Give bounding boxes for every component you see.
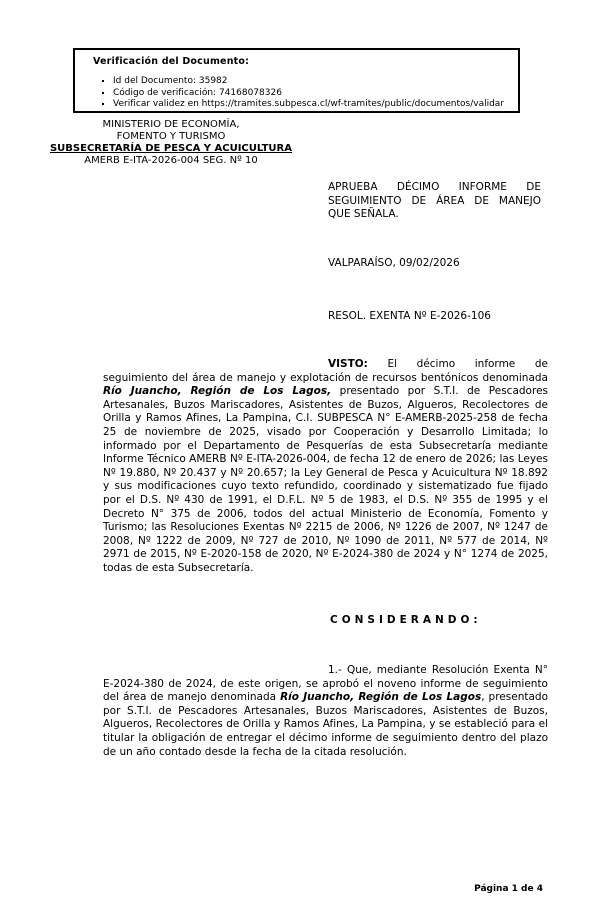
- letterhead-ministry-line-2: FOMENTO Y TURISMO: [116, 131, 226, 142]
- letterhead-subsecretaria: SUBSECRETARÍA DE PESCA Y ACUICULTURA: [49, 143, 292, 154]
- place-and-date: VALPARAÍSO, 09/02/2026: [328, 257, 460, 269]
- letterhead: [28, 119, 314, 167]
- verification-box: [73, 48, 520, 113]
- verification-item-code: ▪ Código de verificación: 74168078326: [113, 88, 518, 100]
- resolution-subject: [328, 181, 541, 222]
- letterhead-amerb-code: AMERB E-ITA-2026-004 SEG. Nº 10: [84, 155, 258, 166]
- verification-item-url: ▪ Verificar validez en https://tramites.subpesca.cl/wf-tramites/public/documentos/validar: [113, 99, 518, 111]
- resolution-subject-line-2: SEGUIMIENTO DE ÁREA DE MANEJO: [328, 194, 541, 207]
- resolution-subject-line-3: QUE SEÑALA.: [328, 208, 399, 220]
- visto-paragraph: VISTO: El décimo informe de seguimiento del área de manejo y explotación de recursos bentónicos denominada Río Juancho, Región de Los Lagos, presentado por S.T.I. de Pescadores Artesanales, Buzos Mariscadores, Asistentes de Buzos, Algueros, Recolectores de Orilla y Ramos Afines, La Pampina, C.I. SUBPESCA N° E-AMERB-2025-258 de fecha 25 de noviembre de 2025, visado por Cooperación y Desarrollo Limitada; lo informado por el Departamento de Pesquerías de esta Subsecretaría mediante Informe Técnico AMERB Nº E-ITA-2026-004, de fecha 12 de enero de 2026; las Leyes Nº 19.880, Nº 20.437 y Nº 20.657; la Ley General de Pesca y Acuicultura Nº 18.892 y sus modificaciones cuyo texto refundido, coordinado y sistematizado fue fijado por el D.S. Nº 430 de 1991, el D.F.L. Nº 5 de 1983, el D.S. Nº 355 de 1995 y el Decreto N° 375 de 2006, todos del actual Ministerio de Economía, Fomento y Turismo; las Resoluciones Exentas Nº 2215 de 2006, Nº 1226 de 2007, Nº 1247 de 2008, Nº 1222 de 2009, Nº 727 de 2010, Nº 1090 de 2011, Nº 577 de 2014, Nº 2971 de 2015, Nº E-2020-158 de 2020, Nº E-2024-380 de 2024 y N° 1274 de 2025, todas de esta Subsecretaría.: [103, 358, 548, 574]
- page-number: Página 1 de 4: [474, 884, 543, 894]
- verification-item-document-id: ▪ Id del Documento: 35982: [113, 76, 518, 88]
- considerando-heading: CONSIDERANDO:: [330, 614, 482, 626]
- letterhead-ministry-line-1: MINISTERIO DE ECONOMÍA,: [102, 119, 240, 130]
- verification-title: Verificación del Documento:: [93, 56, 250, 67]
- resolution-number: RESOL. EXENTA Nº E-2026-106: [328, 310, 491, 322]
- considerando-paragraph-1: 1.- Que, mediante Resolución Exenta N° E-2024-380 de 2024, de este origen, se aprobó el noveno informe de seguimiento del área de manejo denominada Río Juancho, Región de Los Lagos, presentado por S.T.I. de Pescadores Artesanales, Buzos Mariscadores, Asistentes de Buzos, Algueros, Recolectores de Orilla y Ramos Afines, La Pampina, y se estableció para el titular la obligación de entregar el décimo informe de seguimiento dentro del plazo de un año contado desde la fecha de la citada resolución.: [103, 664, 548, 758]
- verification-list: [93, 76, 518, 111]
- resolution-subject-line-1: APRUEBA DÉCIMO INFORME DE: [328, 181, 541, 193]
